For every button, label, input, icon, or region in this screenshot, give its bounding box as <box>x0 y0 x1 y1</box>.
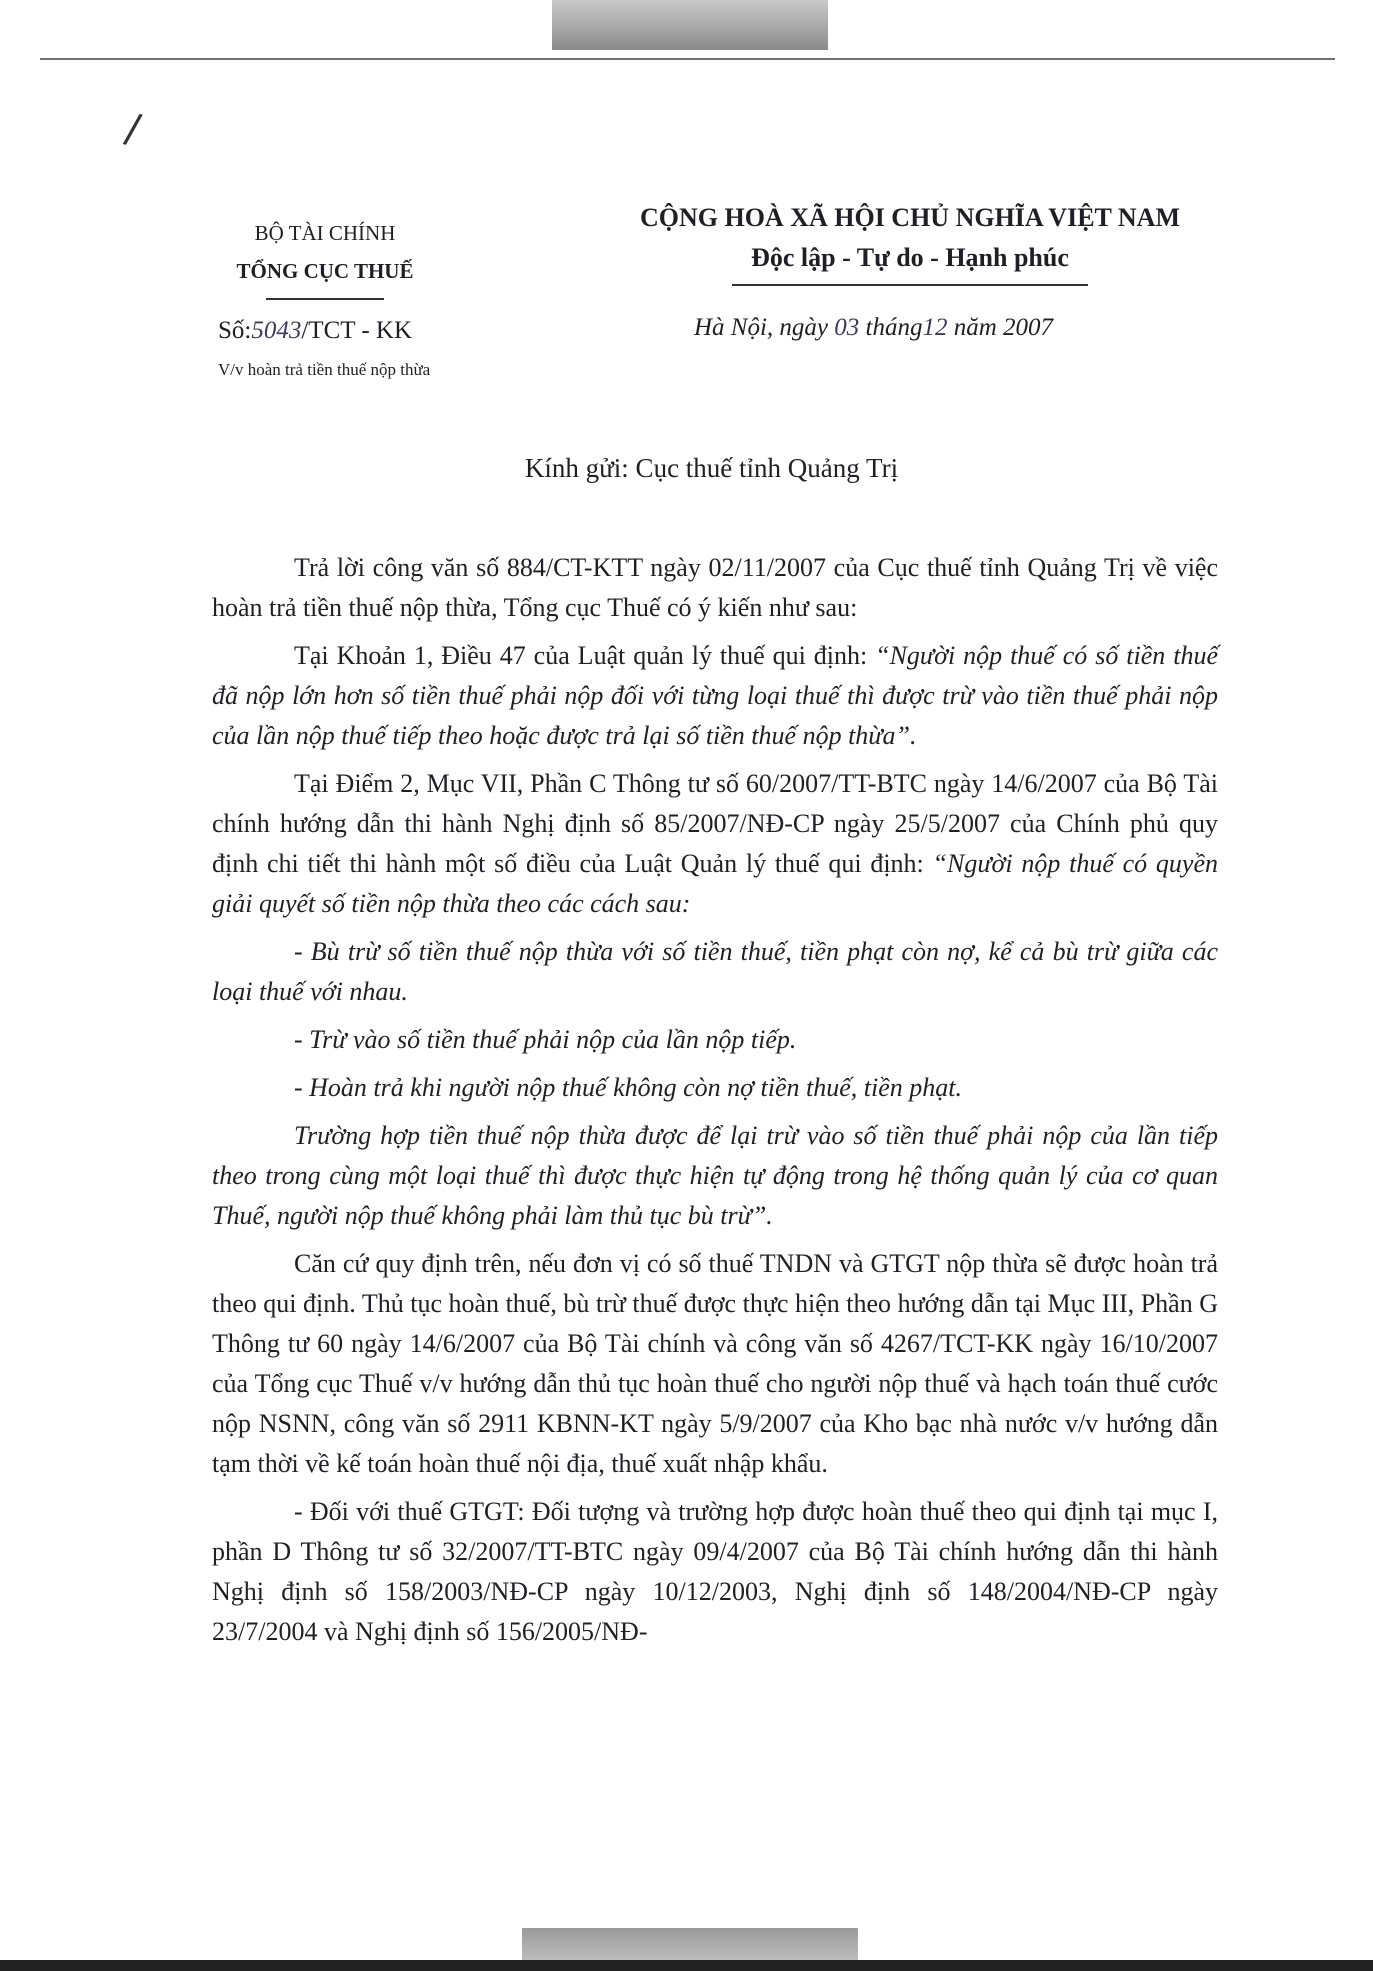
option-offset: - Bù trừ số tiền thuế nộp thừa với số tiền thuế, tiền phạt còn nợ, kể cả bù trừ giữa các loại thuế với nhau. <box>212 937 1218 1006</box>
national-motto: Độc lập - Tự do - Hạnh phúc <box>751 243 1069 272</box>
handwritten-mark: / <box>121 105 145 153</box>
issuing-agency <box>205 214 445 300</box>
ministry-name: BỘ TÀI CHÍNH <box>254 221 396 245</box>
scan-bottom-band <box>0 1960 1373 1971</box>
scan-edge-top <box>552 0 828 50</box>
paragraph-procedure: Căn cứ quy định trên, nếu đơn vị có số thuế TNDN và GTGT nộp thừa sẽ được hoàn trả theo qui định. Thủ tục hoàn thuế, bù trừ thuế được thực hiện theo hướng dẫn tại Mục III, Phần G Thông tư 60 ngày 14/6/2007 của Bộ Tài chính và công văn số 4267/TCT-KK ngày 16/10/2007 của Tổng cục Thuế v/v hướng dẫn thủ tục hoàn thuế cho người nộp thuế và hạch toán thuế cước nộp NSNN, công văn số 2911 KBNN-KT ngày 5/9/2007 của Kho bạc nhà nước v/v hướng dẫn tạm thời về kế toán hoàn thuế nội địa, thuế xuất nhập khẩu. <box>212 1249 1218 1478</box>
nation-name: CỘNG HOÀ XÃ HỘI CHỦ NGHĨA VIỆT NAM <box>639 203 1181 232</box>
national-heading <box>575 198 1245 286</box>
department-name: TỔNG CỤC THUẾ <box>236 259 414 283</box>
law-quote: “Người nộp thuế có số tiền thuế đã nộp lớn hơn số tiền thuế phải nộp đối với từng loại thuế thì được trừ vào tiền thuế phải nộp của lần nộp thuế tiếp theo hoặc được trả lại số tiền thuế nộp thừa”. <box>212 641 1218 750</box>
letter-body <box>212 548 1218 1660</box>
paragraph-law-article: Tại Khoản 1, Điều 47 của Luật quản lý thuế qui định: “Người nộp thuế có số tiền thuế đã nộp lớn hơn số tiền thuế phải nộp đối với từng loại thuế thì được trừ vào tiền thuế phải nộp của lần nộp thuế tiếp theo hoặc được trả lại số tiền thuế nộp thừa”. <box>212 641 1218 750</box>
handwritten-number: 5043 <box>251 317 302 344</box>
paragraph-automatic-offset: Trường hợp tiền thuế nộp thừa được để lại trừ vào số tiền thuế phải nộp của lần tiếp theo trong cùng một loại thuế thì được thực hiện tự động trong hệ thống quản lý của cơ quan Thuế, người nộp thuế không phải làm thủ tục bù trừ”. <box>212 1121 1218 1230</box>
handwritten-month: 12 <box>922 314 948 341</box>
circular-quote: “Người nộp thuế có quyền giải quyết số tiền nộp thừa theo các cách sau: <box>212 849 1218 918</box>
recipient-line: Kính gửi: Cục thuế tỉnh Quảng Trị <box>524 453 899 483</box>
document-date: Hà Nội, ngày 03 tháng12 năm 2007 <box>694 314 1054 341</box>
option-deduct: - Trừ vào số tiền thuế phải nộp của lần nộp tiếp. <box>294 1025 797 1054</box>
document-subject: V/v hoàn trả tiền thuế nộp thừa <box>218 360 431 379</box>
paragraph-circular: Tại Điểm 2, Mục VII, Phần C Thông tư số 60/2007/TT-BTC ngày 14/6/2007 của Bộ Tài chính hướng dẫn thi hành Nghị định số 85/2007/NĐ-CP ngày 25/5/2007 của Chính phủ quy định chi tiết thi hành một số điều của Luật Quản lý thuế qui định: “Người nộp thuế có quyền giải quyết số tiền nộp thừa theo các cách sau: <box>212 769 1218 918</box>
agency-underline <box>266 298 384 300</box>
handwritten-day: 03 <box>834 314 860 341</box>
motto-underline <box>732 284 1088 286</box>
paragraph-reply: Trả lời công văn số 884/CT-KTT ngày 02/11/2007 của Cục thuế tỉnh Quảng Trị về việc hoàn trả tiền thuế nộp thừa, Tổng cục Thuế có ý kiến như sau: <box>212 553 1218 622</box>
document-number: Số:5043/TCT - KK <box>218 317 413 344</box>
scan-top-rule <box>40 58 1335 60</box>
paragraph-vat: - Đối với thuế GTGT: Đối tượng và trường hợp được hoàn thuế theo qui định tại mục I, phần D Thông tư số 32/2007/TT-BTC ngày 09/4/2007 của Bộ Tài chính hướng dẫn thi hành Nghị định số 158/2003/NĐ-CP ngày 10/12/2003, Nghị định số 148/2004/NĐ-CP ngày 23/7/2004 và Nghị định số 156/2005/NĐ- <box>212 1497 1218 1646</box>
option-refund: - Hoàn trả khi người nộp thuế không còn nợ tiền thuế, tiền phạt. <box>294 1073 963 1102</box>
